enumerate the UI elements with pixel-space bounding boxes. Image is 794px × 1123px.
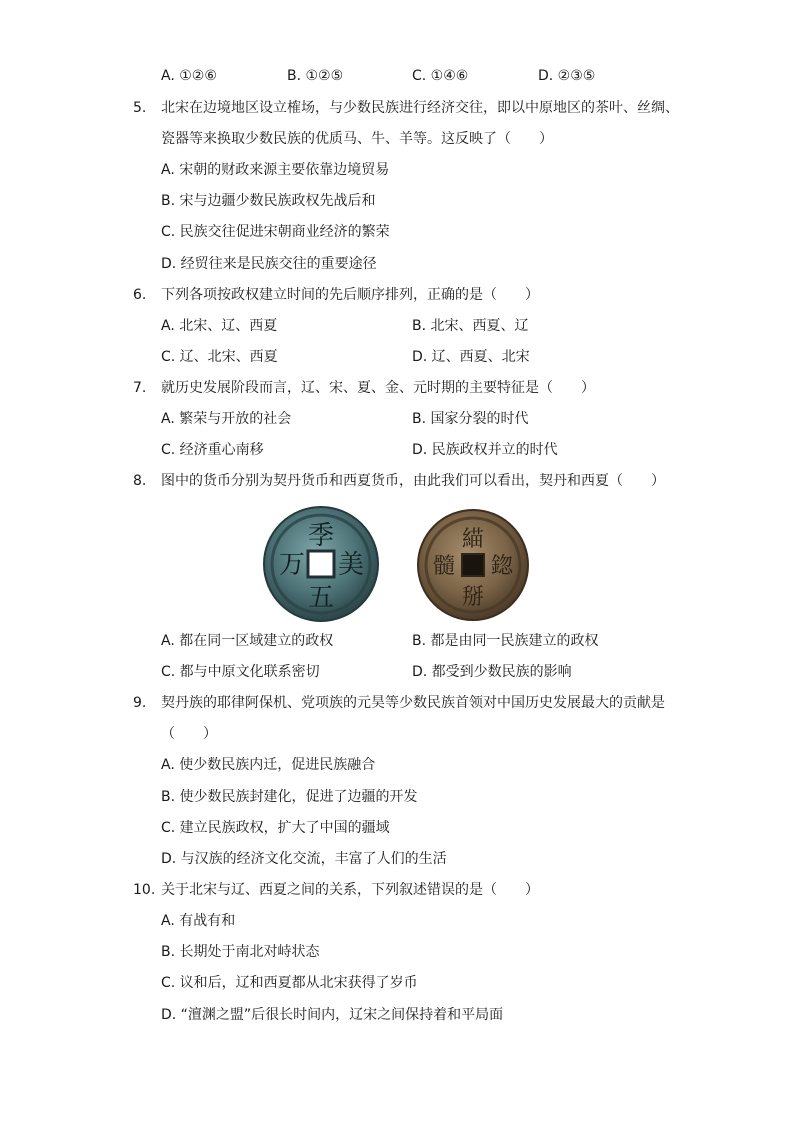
q6-option-d: D. 辽、西夏、北宋 [412, 349, 530, 365]
q8-option-d: D. 都受到少数民族的影响 [412, 664, 572, 680]
western-xia-coin-image [416, 508, 530, 622]
q8-stem: 图中的货币分别为契丹货币和西夏货币，由此我们可以看出，契丹和西夏（ ） [161, 473, 665, 489]
q7-option-b: B. 国家分裂的时代 [412, 411, 529, 427]
khitan-coin-image [262, 505, 380, 623]
q6-option-a: A. 北宋、辽、西夏 [161, 318, 278, 334]
q9-number: 9. [133, 695, 147, 711]
western-xia-coin-char-left: 髓 [432, 554, 456, 579]
q4-option-d: D. ②③⑤ [538, 68, 596, 84]
q7-stem: 就历史发展阶段而言，辽、宋、夏、金、元时期的主要特征是（ ） [161, 380, 595, 396]
q9-option-c: C. 建立民族政权，扩大了中国的疆域 [161, 820, 390, 836]
western-xia-coin-char-right: 鍃 [490, 554, 514, 579]
q6-stem: 下列各项按政权建立时间的先后顺序排列，正确的是（ ） [161, 287, 539, 303]
q9-stem-line2: （ ） [161, 726, 217, 742]
khitan-coin-char-top: 季 [307, 521, 335, 551]
q9-option-d: D. 与汉族的经济文化交流，丰富了人们的生活 [161, 851, 447, 867]
q5-option-a: A. 宋朝的财政来源主要依靠边境贸易 [161, 162, 390, 178]
khitan-coin-char-right: 美 [337, 550, 365, 580]
q7-option-a: A. 繁荣与开放的社会 [161, 411, 292, 427]
q10-number: 10. [133, 882, 156, 898]
q9-option-b: B. 使少数民族封建化，促进了边疆的开发 [161, 789, 418, 805]
western-xia-coin-char-bottom: 掰 [461, 585, 485, 610]
q4-option-c: C. ①④⑥ [412, 68, 469, 84]
q6-number: 6. [133, 287, 147, 303]
q8-option-b: B. 都是由同一民族建立的政权 [412, 633, 599, 649]
q10-option-d: D. “澶渊之盟”后很长时间内，辽宋之间保持着和平局面 [161, 1007, 504, 1023]
khitan-coin-char-left: 万 [278, 550, 306, 580]
q7-number: 7. [133, 380, 147, 396]
q9-stem-line1: 契丹族的耶律阿保机、党项族的元昊等少数民族首领对中国历史发展最大的贡献是 [161, 695, 665, 711]
q4-option-a: A. ①②⑥ [161, 68, 217, 84]
western-xia-coin-char-top: 緢 [461, 527, 485, 552]
q5-stem-line1: 北宋在边境地区设立榷场，与少数民族进行经济交往，即以中原地区的茶叶、丝绸、 [161, 100, 679, 116]
q7-option-d: D. 民族政权并立的时代 [412, 442, 558, 458]
q5-option-c: C. 民族交往促进宋朝商业经济的繁荣 [161, 224, 390, 240]
q9-option-a: A. 使少数民族内迁，促进民族融合 [161, 757, 376, 773]
q8-option-c: C. 都与中原文化联系密切 [161, 664, 320, 680]
q10-option-a: A. 有战有和 [161, 913, 236, 929]
q4-option-b: B. ①②⑤ [287, 68, 344, 84]
q8-option-a: A. 都在同一区域建立的政权 [161, 633, 334, 649]
q5-stem-line2: 瓷器等来换取少数民族的优质马、牛、羊等。这反映了（ ） [161, 131, 553, 147]
q5-option-b: B. 宋与边疆少数民族政权先战后和 [161, 193, 376, 209]
q7-option-c: C. 经济重心南移 [161, 442, 264, 458]
q6-option-c: C. 辽、北宋、西夏 [161, 349, 278, 365]
q10-option-c: C. 议和后，辽和西夏都从北宋获得了岁币 [161, 975, 418, 991]
q6-option-b: B. 北宋、西夏、辽 [412, 318, 529, 334]
q10-stem: 关于北宋与辽、西夏之间的关系，下列叙述错误的是（ ） [161, 882, 539, 898]
q8-number: 8. [133, 473, 147, 489]
q10-option-b: B. 长期处于南北对峙状态 [161, 944, 320, 960]
khitan-coin-char-bottom: 五 [307, 583, 335, 613]
q5-option-d: D. 经贸往来是民族交往的重要途径 [161, 256, 377, 272]
q5-number: 5. [133, 100, 147, 116]
